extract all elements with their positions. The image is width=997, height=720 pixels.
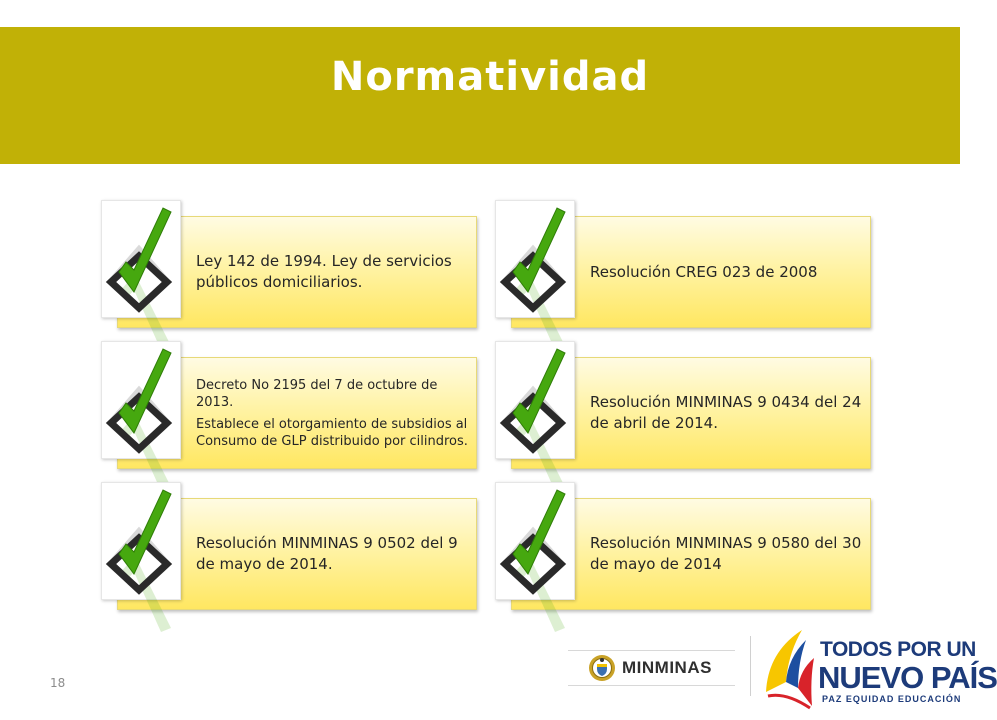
norm-card-4-line: Resolución MINMINAS 9 0434 del 24 de abril de 2014. bbox=[590, 393, 862, 432]
norm-card-6-line: Resolución MINMINAS 9 0580 del 30 de mayo de 2014 bbox=[590, 534, 862, 573]
norm-card-3-text bbox=[196, 358, 468, 468]
government-logo-line-2: NUEVO PAÍS bbox=[818, 660, 997, 695]
norm-card-5-line: Resolución MINMINAS 9 0502 del 9 de mayo de 2014. bbox=[196, 534, 458, 573]
checkbox-checked-icon bbox=[495, 200, 575, 320]
checkbox-checked-icon bbox=[101, 482, 181, 602]
norm-card-3-line-1: Decreto No 2195 del 7 de octubre de 2013. bbox=[196, 377, 438, 410]
government-logo-line-3: PAZ EQUIDAD EDUCACIÓN bbox=[822, 694, 962, 704]
colombia-flag-swoosh-icon bbox=[762, 622, 818, 714]
checkbox-checked-icon bbox=[101, 200, 181, 320]
slide-number: 18 bbox=[50, 676, 66, 690]
minminas-logo bbox=[568, 650, 735, 686]
checkbox-checked-icon bbox=[495, 482, 575, 602]
norm-card-2-line: Resolución CREG 023 de 2008 bbox=[590, 262, 818, 281]
checkbox-checked-icon bbox=[495, 341, 575, 461]
norm-card-1-text bbox=[196, 217, 468, 327]
norm-card-4-text bbox=[590, 358, 862, 468]
norm-card-5-text bbox=[196, 499, 468, 609]
government-logo-line-1: TODOS POR UN bbox=[820, 638, 976, 661]
norm-card-6-text bbox=[590, 499, 862, 609]
slide-title: Normatividad bbox=[330, 54, 650, 100]
norm-card-1-line: Ley 142 de 1994. Ley de servicios públicos domiciliarios. bbox=[196, 252, 452, 291]
norm-card-3-line-2: Establece el otorgamiento de subsidios al Consumo de GLP distribuido por cilindros. bbox=[196, 416, 468, 449]
checkbox-checked-icon bbox=[101, 341, 181, 461]
coat-of-arms-icon bbox=[588, 654, 616, 682]
minminas-text: MINMINAS bbox=[622, 658, 712, 677]
logo-divider bbox=[750, 636, 751, 696]
government-logo bbox=[762, 622, 997, 714]
norm-card-2-text bbox=[590, 217, 862, 327]
